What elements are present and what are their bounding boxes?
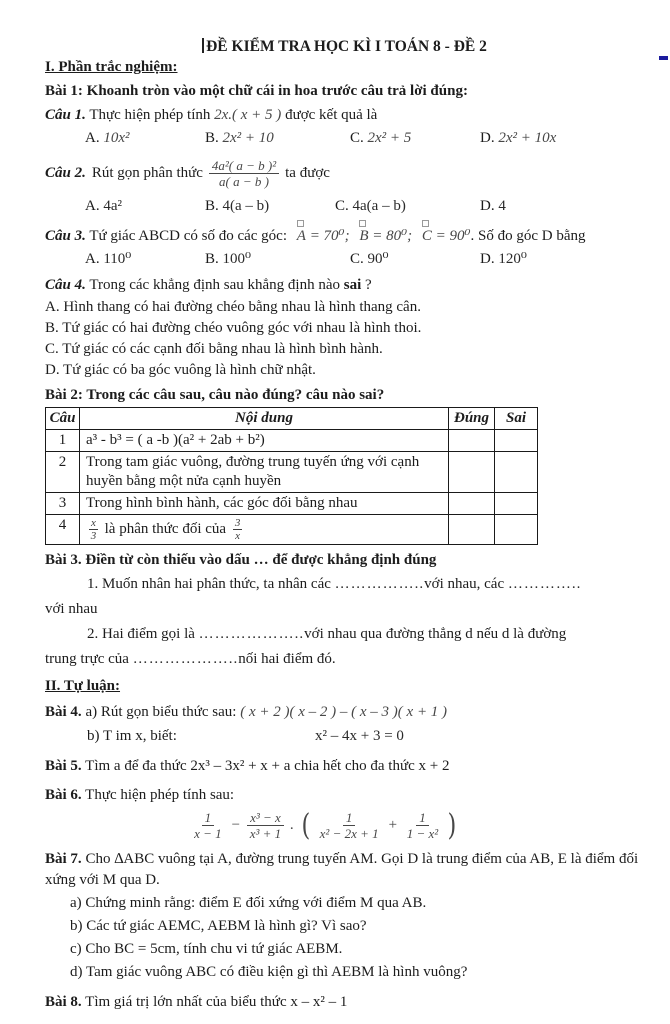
row4-fraction-1: $\frac{x}{3}$ <box>90 517 97 542</box>
cau2-option-c: C. 4a(a – b) <box>335 198 406 214</box>
bai4-b-equation: x² – 4x + 3 = 0 <box>315 728 404 744</box>
section-heading-tu-luan: II. Tự luận: <box>45 678 121 694</box>
cau2-fraction: $\frac{\text{4a²( a − b )²}}{a( a - b )}$ <box>209 158 279 189</box>
blank-dots: …………….. <box>334 576 425 592</box>
cau3-option-d: D. 120⁰ <box>480 251 527 267</box>
cau4-option-c: C. Tứ giác có các cạnh đối bằng nhau là hình bình hành. <box>45 341 383 357</box>
row2-sai-cell <box>495 452 538 493</box>
fraction-2: $\frac{\text{x³ − x}}{\text{x³ + 1}}$ <box>247 810 284 841</box>
cau3-label: Câu 3. <box>45 228 86 244</box>
row2-content: Trong tam giác vuông, đường trung tuyến ứng với cạnh huyền bằng một nửa cạnh huyền <box>80 452 449 493</box>
table-row <box>46 515 538 545</box>
cau1-question: Câu 1. Thực hiện phép tính 2x.( x + 5 ) được kết quả là <box>45 107 378 123</box>
bai4-a-expression: ( x + 2 )( x – 2 ) – ( x – 3 )( x + 1 ) <box>240 704 448 720</box>
row2-dung-cell <box>449 452 495 493</box>
bai7-label: Bài 7. <box>45 851 82 867</box>
bai3-heading: Bài 3. Điền từ còn thiếu vào dấu … để được khẳng định đúng <box>45 552 437 568</box>
row1-number: 1 <box>46 430 80 452</box>
open-paren: ( <box>301 807 311 843</box>
cau4-label: Câu 4. <box>45 277 86 293</box>
bai8-label: Bài 8. <box>45 994 82 1010</box>
cau3-options <box>45 249 644 270</box>
cau4-question: Câu 4. Trong các khẳng định sau khẳng định nào sai ? <box>45 277 372 293</box>
row3-content: Trong hình bình hành, các góc đối bằng nhau <box>80 493 449 515</box>
cau3-option-b: B. 100⁰ <box>205 251 252 267</box>
col-header-sai: Sai <box>495 408 538 430</box>
bai2-heading: Bài 2: Trong các câu sau, câu nào đúng? câu nào sai? <box>45 387 385 403</box>
blank-dots: ………….. <box>507 576 582 592</box>
cau2-options <box>45 196 644 217</box>
cau4-bold-word: sai <box>343 277 362 293</box>
cau1-expression: 2x.( x + 5 ) <box>214 107 282 123</box>
row3-number: 3 <box>46 493 80 515</box>
row2-number: 2 <box>46 452 80 493</box>
table-header-row <box>46 408 538 430</box>
bai7-item-d: d) Tam giác vuông ABC có điều kiện gì thì AEBM là hình vuông? <box>70 964 468 980</box>
cau3-angle-a: A = 70⁰ <box>296 228 345 244</box>
cau2-option-d: D. 4 <box>480 198 506 214</box>
bai8-question: Bài 8. Tìm giá trị lớn nhất của biểu thức x – x² – 1 <box>45 994 348 1010</box>
row4-content: $\frac{x}{3}$ là phân thức đối của $\frac{3}{x}$ <box>80 515 449 545</box>
cau3-angle-b: B = 80⁰ <box>359 228 408 244</box>
bai4-part-b: b) T im x, biết: x² – 4x + 3 = 0 <box>87 726 644 747</box>
cau1-option-d: D. 2x² + 10x <box>480 130 557 146</box>
col-header-dung: Đúng <box>449 408 495 430</box>
fraction-4: $\frac{1}{\text{1 − x²}}$ <box>406 810 439 841</box>
table-row <box>46 430 538 452</box>
scan-artifact-dash <box>659 56 668 60</box>
col-header-cau: Câu <box>46 408 80 430</box>
bai7-item-b: b) Các tứ giác AEMC, AEBM là hình gì? Vì sao? <box>70 918 367 934</box>
bai6-heading: Bài 6. Thực hiện phép tính sau: <box>45 787 235 803</box>
blank-dots: ……………….. <box>132 651 239 667</box>
exam-title <box>45 38 644 56</box>
row4-dung-cell <box>449 515 495 545</box>
bai3-item2: 2. Hai điểm gọi là ………………..với nhau qua đường thẳng d nếu d là đường <box>87 626 567 642</box>
cau4-option-a: A. Hình thang có hai đường chéo bằng nhau là hình thang cân. <box>45 299 421 315</box>
cau1-option-c: C. 2x² + 5 <box>350 130 412 146</box>
col-header-noi-dung: Nội dung <box>80 408 449 430</box>
cau1-option-b: B. 2x² + 10 <box>205 130 274 146</box>
bai2-table <box>45 407 538 545</box>
cau2-option-a: A. 4a² <box>85 198 122 214</box>
cau4-option-d: D. Tứ giác có ba góc vuông là hình chữ nhật. <box>45 362 316 378</box>
cau2-question: Câu 2. Rút gọn phân thức $\frac{\text{4a²( a − b )²}}{a( a - b )}$ ta được <box>45 157 330 189</box>
cau3-question: Câu 3. Tứ giác ABCD có số đo các góc: A = 70⁰; B = 80⁰; C = 90⁰. Số đo góc D bằng <box>45 228 586 244</box>
row4-fraction-2: $\frac{3}{x}$ <box>234 517 241 542</box>
bai1-heading: Bài 1: Khoanh tròn vào một chữ cái in hoa trước câu trả lời đúng: <box>45 83 468 99</box>
row1-sai-cell <box>495 430 538 452</box>
bai3-item2-cont: trung trực của ………………..nối hai điểm đó. <box>45 651 336 667</box>
blank-dots: ……………….. <box>198 626 305 642</box>
table-row <box>46 493 538 515</box>
exam-title-text: ĐỀ KIỂM TRA HỌC KÌ I TOÁN 8 - ĐỀ 2 <box>202 38 487 55</box>
bai6-formula: $\frac{1}{x - 1}$ − $\frac{\text{x³ − x}}{\text{x³ + 1}}$ . ( $\frac{1}{\text{x² − 2x + 1}}$ + $\frac{1}{\text{1 − x²}}$ ) <box>45 810 604 841</box>
bai4-label: Bài 4. <box>45 704 82 720</box>
row1-dung-cell <box>449 430 495 452</box>
cau2-label: Câu 2. <box>45 164 86 181</box>
row1-content: a³ - b³ = ( a -b )(a² + 2ab + b²) <box>80 430 449 452</box>
table-row <box>46 452 538 493</box>
cau1-label: Câu 1. <box>45 107 86 123</box>
bai5-label: Bài 5. <box>45 758 82 774</box>
cau2-option-b: B. 4(a – b) <box>205 198 270 214</box>
bai7-intro: Bài 7. Cho ∆ABC vuông tại A, đường trung tuyến AM. Gọi D là trung điểm của AB, E là điểm đối xứng với M qua D. <box>45 851 639 888</box>
fraction-3: $\frac{1}{\text{x² − 2x + 1}}$ <box>319 810 379 841</box>
cau1-options <box>45 128 644 149</box>
close-paren: ) <box>447 807 457 843</box>
bai5-question: Bài 5. Tìm a để đa thức 2x³ – 3x² + x + a chia hết cho đa thức x + 2 <box>45 758 450 774</box>
cau3-option-c: C. 90⁰ <box>350 251 389 267</box>
row3-sai-cell <box>495 493 538 515</box>
bai7-item-a: a) Chứng minh rằng: điểm E đối xứng với điểm M qua AB. <box>70 895 427 911</box>
bai3-item1: 1. Muốn nhân hai phân thức, ta nhân các ……………..với nhau, các ………….. <box>87 576 582 592</box>
row3-dung-cell <box>449 493 495 515</box>
bai7-items <box>45 893 644 983</box>
row4-sai-cell <box>495 515 538 545</box>
fraction-1: $\frac{1}{x - 1}$ <box>194 810 222 841</box>
bai6-label: Bài 6. <box>45 787 82 803</box>
bai3-item1-cont: với nhau <box>45 601 98 617</box>
bai4-part-a: Bài 4. a) Rút gọn biểu thức sau: ( x + 2 )( x – 2 ) – ( x – 3 )( x + 1 ) <box>45 704 448 720</box>
cau3-angle-c: C = 90⁰ <box>421 228 471 244</box>
cau4-option-b: B. Tứ giác có hai đường chéo vuông góc với nhau là hình thoi. <box>45 320 422 336</box>
section-heading-trac-nghiem: I. Phần trắc nghiệm: <box>45 59 178 75</box>
cau3-option-a: A. 110⁰ <box>85 251 132 267</box>
cau1-option-a: A. 10x² <box>85 130 130 146</box>
bai7-item-c: c) Cho BC = 5cm, tính chu vi tứ giác AEBM. <box>70 941 343 957</box>
row4-number: 4 <box>46 515 80 545</box>
